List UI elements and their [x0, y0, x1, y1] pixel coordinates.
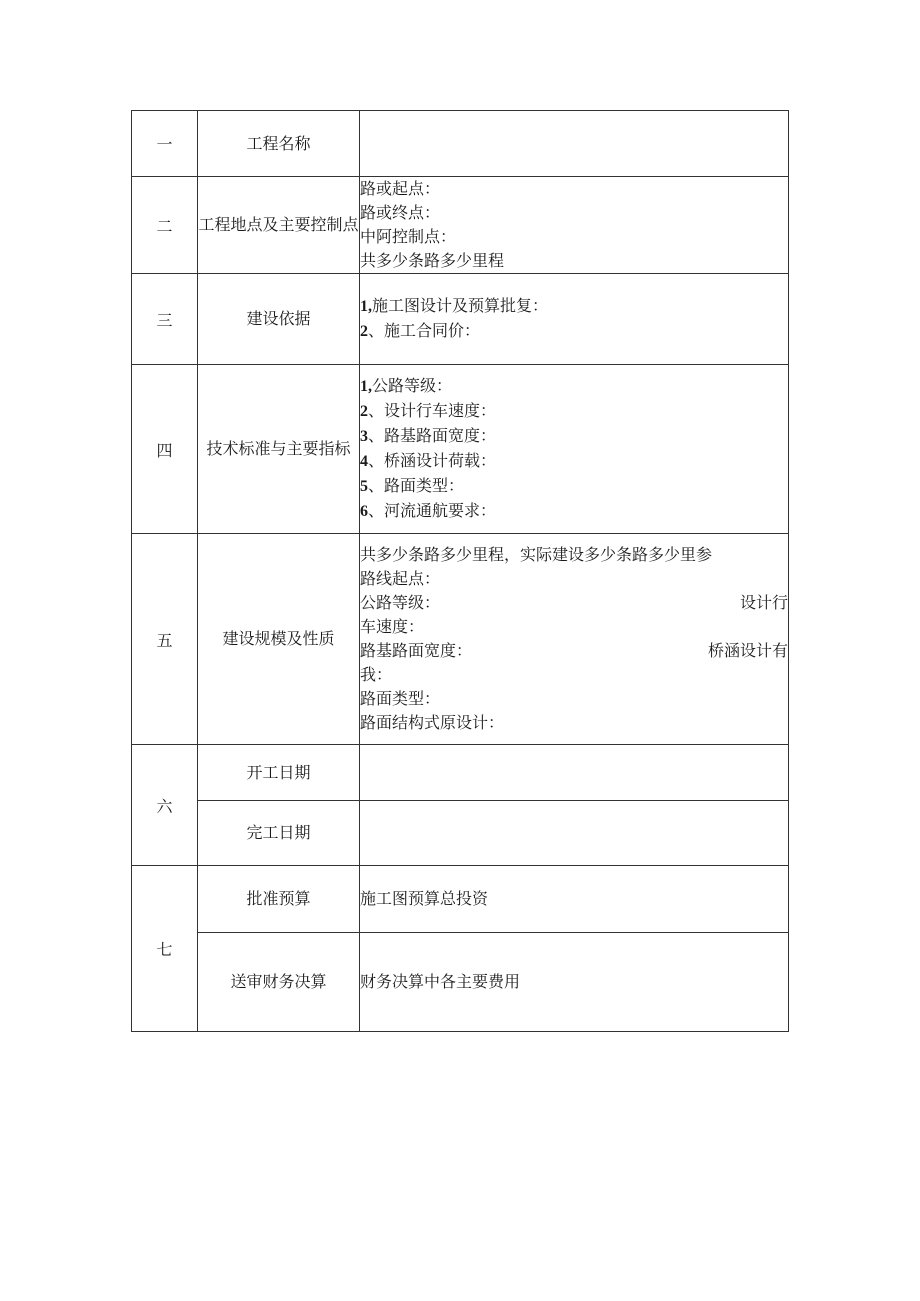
row-number: 二 [132, 177, 198, 274]
mileage-line: 共多少条路多少里程 [360, 251, 505, 270]
project-info-table [131, 110, 789, 1032]
row-number: 七 [132, 866, 198, 1032]
end-date-value [360, 801, 789, 866]
row-start-date [132, 745, 789, 801]
basis-item: 2、施工合同价： [360, 321, 481, 340]
scale-line: 车速度： [360, 617, 425, 636]
final-accounts-label: 送审财务决算 [198, 933, 360, 1032]
project-name-value [360, 111, 789, 177]
row-basis [132, 274, 789, 365]
end-date-label: 完工日期 [198, 801, 360, 866]
end-point-line: 路或终点： [360, 203, 441, 222]
row-number: 四 [132, 365, 198, 534]
scale-line: 我： [360, 665, 393, 684]
scale-line: 路面结构式原设计： [360, 713, 505, 732]
start-point-line: 路或起点： [360, 179, 441, 198]
row-number: 三 [132, 274, 198, 365]
row-end-date [132, 801, 789, 866]
row-location [132, 177, 789, 274]
control-point-line: 中阿控制点： [360, 227, 457, 246]
basis-label: 建设依据 [198, 274, 360, 365]
scale-line: 路面类型： [360, 689, 441, 708]
basis-value [360, 274, 789, 365]
scale-value [360, 534, 789, 745]
row-number: 一 [132, 111, 198, 177]
standards-value [360, 365, 789, 534]
standard-item: 3、路基路面宽度： [360, 426, 497, 445]
project-name-label: 工程名称 [198, 111, 360, 177]
standard-item: 4、桥涵设计荷载： [360, 451, 497, 470]
row-approved-budget [132, 866, 789, 933]
final-accounts-value: 财务决算中各主要费用 [360, 933, 789, 1032]
row-final-accounts [132, 933, 789, 1032]
scale-line: 公路等级： 设计行 [360, 593, 788, 612]
approved-budget-label: 批准预算 [198, 866, 360, 933]
basis-item: 1,施工图设计及预算批复： [360, 296, 549, 315]
standard-item: 2、设计行车速度： [360, 401, 497, 420]
location-value [360, 177, 789, 274]
row-project-name [132, 111, 789, 177]
standard-item: 1,公路等级： [360, 376, 453, 395]
standard-item: 6、河流通航要求： [360, 501, 497, 520]
start-date-label: 开工日期 [198, 745, 360, 801]
row-number: 六 [132, 745, 198, 866]
scale-line: 共多少条路多少里程，实际建设多少条路多少里参 [360, 545, 713, 564]
standard-item: 5、路面类型： [360, 476, 465, 495]
row-scale [132, 534, 789, 745]
row-standards [132, 365, 789, 534]
row-number: 五 [132, 534, 198, 745]
location-label: 工程地点及主要控制点 [198, 177, 360, 274]
approved-budget-value: 施工图预算总投资 [360, 866, 789, 933]
scale-line: 路基路面宽度： 桥涵设计有 [360, 641, 788, 660]
scale-line: 路线起点： [360, 569, 441, 588]
start-date-value [360, 745, 789, 801]
standards-label: 技术标准与主要指标 [198, 365, 360, 534]
scale-label: 建设规模及性质 [198, 534, 360, 745]
